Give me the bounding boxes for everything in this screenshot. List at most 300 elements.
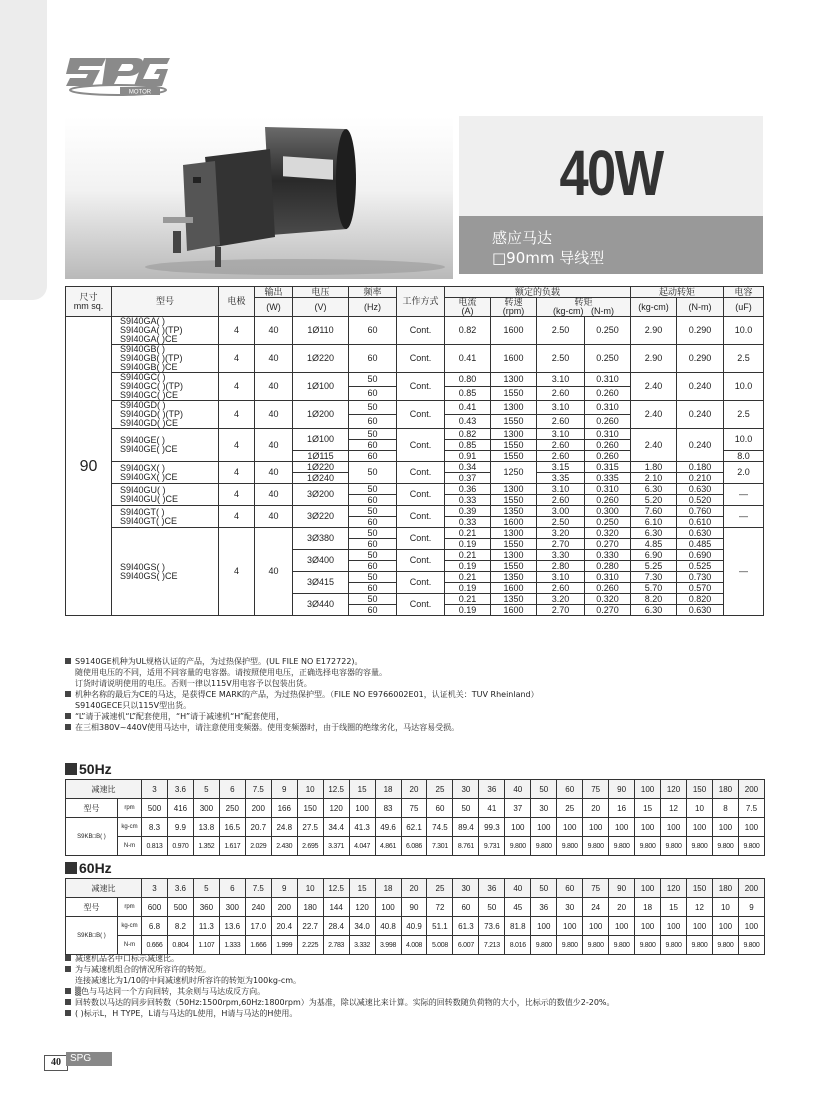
rpm-value: 100 (349, 799, 375, 818)
start-kgcm-value: 2.40 (631, 401, 677, 429)
rpm-value: 180 (297, 898, 323, 917)
start-nm-value: 0.730 (677, 572, 724, 583)
spec-row (66, 484, 764, 495)
kgcm-value: 100 (635, 818, 661, 837)
ratio50-table (65, 779, 765, 856)
nm-value: 9.800 (609, 837, 635, 856)
rpm-row (66, 898, 765, 917)
spec-row (66, 429, 764, 440)
current-value: 0.19 (445, 561, 491, 572)
note-line (65, 689, 765, 700)
col-model: 型号 (112, 287, 219, 317)
mode-value: Cont. (397, 594, 445, 616)
rpm-value: 36 (531, 898, 557, 917)
torque-kgcm-value: 2.60 (537, 583, 585, 594)
nm-value: 9.800 (583, 936, 609, 955)
rpm-value: 500 (167, 898, 193, 917)
ratio-value: 50 (531, 879, 557, 898)
kgcm-value: 62.1 (401, 818, 427, 837)
model-name: S9I40GT( ) (120, 506, 165, 517)
ratio-value: 36 (479, 780, 505, 799)
output-value: 40 (255, 345, 293, 373)
rpm-value: 50 (479, 898, 505, 917)
rpm-value: 166 (271, 799, 297, 818)
unit-cap: (uF) (724, 298, 764, 317)
nm-unit: N-m (118, 936, 142, 955)
cap-value: 2.0 (724, 462, 764, 484)
rpm-value: 500 (142, 799, 168, 818)
start-kgcm-value: 8.20 (631, 594, 677, 605)
col-freq: 频率 (349, 287, 397, 298)
kgcm-value: 100 (609, 917, 635, 936)
voltage-value: 1Ø110 (293, 317, 349, 345)
speed-value: 1600 (491, 517, 537, 528)
col-rated-load: 额定的负载 (445, 287, 631, 298)
nm-value: 9.800 (738, 936, 764, 955)
rpm-value: 9 (738, 898, 764, 917)
torque-nm-value: 0.315 (585, 462, 631, 473)
start-nm-value: 0.210 (677, 473, 724, 484)
mode-value: Cont. (397, 317, 445, 345)
col-mode: 工作方式 (397, 287, 445, 317)
kgcm-value: 100 (583, 917, 609, 936)
model-names (112, 345, 219, 373)
torque-kgcm-value: 3.10 (537, 572, 585, 583)
start-nm-value: 0.180 (677, 462, 724, 473)
col-voltage: 电压 (293, 287, 349, 298)
freq-value: 50 (349, 401, 397, 415)
kgcm-value: 13.8 (193, 818, 219, 837)
nm-value: 8.761 (453, 837, 479, 856)
speed-value: 1300 (491, 373, 537, 387)
motor-photo (65, 117, 453, 279)
ratio-value: 6 (219, 780, 245, 799)
side-tab (0, 0, 47, 300)
rpm-value: 30 (557, 898, 583, 917)
current-value: 0.41 (445, 345, 491, 373)
speed-value: 1350 (491, 594, 537, 605)
rpm-value: 83 (375, 799, 401, 818)
mode-value: Cont. (397, 550, 445, 572)
rpm-value: 240 (245, 898, 271, 917)
note-text: S9140GE机种为UL规格认证的产品，为过热保护型。(UL FILE NO E172722)。 (75, 657, 363, 666)
start-kgcm-value: 7.60 (631, 506, 677, 517)
start-nm-value: 0.570 (677, 583, 724, 594)
output-value: 40 (255, 484, 293, 506)
torque-nm-value: 0.310 (585, 373, 631, 387)
notes-gearhead (65, 953, 765, 1019)
nm-value: 2.029 (245, 837, 271, 856)
cap-value: 8.0 (724, 451, 764, 462)
start-nm-value: 0.630 (677, 528, 724, 539)
ratio-header-row (66, 780, 765, 799)
cap-value: — (724, 528, 764, 616)
poles-value: 4 (219, 528, 255, 616)
torque-nm-value: 0.250 (585, 345, 631, 373)
freq-value: 60 (349, 605, 397, 616)
torque-nm-value: 0.280 (585, 561, 631, 572)
nm-value: 1.333 (219, 936, 245, 955)
note-bullet-icon (65, 658, 71, 664)
ratio-value: 120 (661, 879, 687, 898)
nm-value: 4.008 (401, 936, 427, 955)
model-label: 型号 (66, 799, 118, 818)
voltage-value: 3Ø200 (293, 484, 349, 506)
kgcm-value: 40.8 (375, 917, 401, 936)
current-value: 0.39 (445, 506, 491, 517)
torque-kgcm-value: 3.20 (537, 594, 585, 605)
logo-s-shape (66, 58, 106, 86)
rpm-value: 72 (427, 898, 453, 917)
start-kgcm-value: 6.30 (631, 528, 677, 539)
nm-value: 7.301 (427, 837, 453, 856)
torque-nm-value: 0.250 (585, 317, 631, 345)
speed-value: 1300 (491, 401, 537, 415)
unit-voltage: (V) (293, 298, 349, 317)
ratio60-heading: 60Hz (65, 860, 112, 876)
torque-kgcm-value: 3.00 (537, 506, 585, 517)
rpm-value: 12 (661, 799, 687, 818)
kgcm-value: 100 (583, 818, 609, 837)
speed-value: 1550 (491, 415, 537, 429)
rpm-value: 416 (167, 799, 193, 818)
nm-row (66, 837, 765, 856)
ratio50-heading: 50Hz (65, 761, 112, 777)
voltage-value: 3Ø380 (293, 528, 349, 550)
freq-value: 50 (349, 506, 397, 517)
kgcm-value: 73.6 (479, 917, 505, 936)
start-nm-value: 0.690 (677, 550, 724, 561)
nm-value: 4.047 (349, 837, 375, 856)
mode-value: Cont. (397, 528, 445, 550)
poles-value: 4 (219, 506, 255, 528)
speed-value: 1600 (491, 605, 537, 616)
speed-value: 1350 (491, 572, 537, 583)
start-kgcm-value: 6.90 (631, 550, 677, 561)
page-footer (44, 1052, 112, 1071)
freq-value: 60 (349, 415, 397, 429)
kgcm-value: 34.0 (349, 917, 375, 936)
output-value: 40 (255, 462, 293, 484)
note-text: 在三相380V~440V使用马达中，请注意使用变频器。使用变频器时，由于线圈的绝缘劣化，马达容易受损。 (75, 723, 460, 732)
nm-value: 8.016 (505, 936, 531, 955)
ratio-value: 18 (375, 780, 401, 799)
spec-row (66, 506, 764, 517)
unit-output: (W) (255, 298, 293, 317)
start-kgcm-value: 5.70 (631, 583, 677, 594)
model-name: S9I40GU( ) (120, 484, 166, 495)
kgcm-value: 16.5 (219, 818, 245, 837)
start-nm-value: 0.290 (677, 317, 724, 345)
ratio-value: 100 (635, 879, 661, 898)
ratio-value: 150 (687, 780, 713, 799)
note-text: 减速机品名中口标示减速比。 (75, 954, 179, 963)
torque-kgcm-value: 3.30 (537, 550, 585, 561)
torque-kgcm-value: 2.60 (537, 451, 585, 462)
unit-freq: (Hz) (349, 298, 397, 317)
torque-nm-value: 0.260 (585, 387, 631, 401)
kgcm-value: 100 (661, 818, 687, 837)
note-line (65, 1008, 765, 1019)
freq-value: 60 (349, 561, 397, 572)
speed-value: 1550 (491, 495, 537, 506)
kgcm-value: 100 (609, 818, 635, 837)
model-name: S9I40GA( )CE (120, 334, 178, 344)
nm-value: 9.800 (635, 837, 661, 856)
current-value: 0.33 (445, 495, 491, 506)
note-line (65, 964, 765, 975)
ratio-value: 12.5 (323, 780, 349, 799)
logo-tag-text: MOTOR (128, 89, 152, 96)
cap-value: 10.0 (724, 317, 764, 345)
nm-row (66, 936, 765, 955)
model-name: S9I40GA( )(TP) (120, 325, 183, 335)
rpm-value: 120 (323, 799, 349, 818)
rpm-value: 120 (349, 898, 375, 917)
model-names (112, 317, 219, 345)
kgcm-value: 100 (557, 818, 583, 837)
cap-value: 10.0 (724, 373, 764, 401)
model-name: S9I40GS( )CE (120, 570, 178, 581)
freq-value: 50 (349, 528, 397, 539)
current-value: 0.82 (445, 317, 491, 345)
ratio-value: 6 (219, 879, 245, 898)
start-kgcm-value: 1.80 (631, 462, 677, 473)
poles-value: 4 (219, 317, 255, 345)
notes-motor (65, 656, 765, 733)
nm-value: 9.800 (505, 837, 531, 856)
nm-value: 2.225 (297, 936, 323, 955)
mode-value: Cont. (397, 506, 445, 528)
current-value: 0.85 (445, 440, 491, 451)
model-name: S9I40GB( )CE (120, 362, 178, 372)
rpm-value: 10 (712, 898, 738, 917)
spec-table-body (66, 317, 764, 616)
current-value: 0.21 (445, 528, 491, 539)
start-kgcm-value: 6.30 (631, 484, 677, 495)
col-speed: 转速 (rpm) (491, 298, 537, 317)
rpm-value: 24 (583, 898, 609, 917)
model-name: S9I40GE( ) (120, 435, 166, 445)
cap-value: 10.0 (724, 429, 764, 451)
nm-value: 9.800 (635, 936, 661, 955)
cap-value: — (724, 484, 764, 506)
torque-nm-value: 0.260 (585, 451, 631, 462)
kgcm-value: 28.4 (323, 917, 349, 936)
start-nm-value: 0.610 (677, 517, 724, 528)
col-start-torque: 起动转矩 (631, 287, 724, 298)
kgcm-value: 74.5 (427, 818, 453, 837)
note-line (65, 711, 765, 722)
rpm-value: 50 (453, 799, 479, 818)
mode-value: Cont. (397, 401, 445, 429)
rpm-value: 7.5 (738, 799, 764, 818)
motor-size-label: □90mm 导线型 (492, 249, 605, 267)
output-value: 40 (255, 429, 293, 462)
freq-value: 60 (349, 440, 397, 451)
mode-value: Cont. (397, 462, 445, 484)
rpm-value: 200 (245, 799, 271, 818)
torque-nm-value: 0.310 (585, 401, 631, 415)
speed-value: 1350 (491, 506, 537, 517)
model-name: S9I40GC( ) (120, 372, 166, 382)
voltage-value: 1Ø200 (293, 401, 349, 429)
nm-value: 7.213 (479, 936, 505, 955)
cap-value: — (724, 506, 764, 528)
note-line (65, 667, 765, 678)
kgcm-value: 100 (738, 818, 764, 837)
model-name: S9I40GD( )CE (120, 418, 179, 428)
freq-value: 60 (349, 387, 397, 401)
ratio-value: 30 (453, 780, 479, 799)
start-nm-value: 0.630 (677, 484, 724, 495)
nm-value: 9.800 (738, 837, 764, 856)
ratio-value: 12.5 (323, 879, 349, 898)
torque-kgcm-value: 3.10 (537, 484, 585, 495)
start-nm-value: 0.240 (677, 429, 724, 462)
ratio-value: 60 (557, 879, 583, 898)
kgcm-value: 51.1 (427, 917, 453, 936)
nm-value: 2.430 (271, 837, 297, 856)
ratio-value: 30 (453, 879, 479, 898)
nm-value: 9.800 (557, 936, 583, 955)
nm-value: 9.800 (712, 936, 738, 955)
cap-value: 2.5 (724, 401, 764, 429)
ratio-header-row (66, 879, 765, 898)
nm-value: 4.861 (375, 837, 401, 856)
unit-start-kgcm: (kg-cm) (631, 298, 677, 317)
ratio-label: 减速比 (66, 780, 142, 799)
voltage-value: 3Ø220 (293, 506, 349, 528)
ratio-value: 200 (738, 780, 764, 799)
speed-value: 1550 (491, 451, 537, 462)
nm-value: 9.800 (687, 936, 713, 955)
output-value: 40 (255, 506, 293, 528)
start-nm-value: 0.760 (677, 506, 724, 517)
note-text: 机种名称的最后为CE的马达，是获得CE MARK的产品，为过热保护型。（FILE NO E9766002E01，认证机关：TUV Rheinland） (75, 690, 539, 699)
kgcm-value: 100 (531, 917, 557, 936)
nm-value: 3.998 (375, 936, 401, 955)
kgcm-value: 89.4 (453, 818, 479, 837)
nm-value: 5.008 (427, 936, 453, 955)
ratio-value: 150 (687, 879, 713, 898)
kgcm-value: 100 (557, 917, 583, 936)
current-value: 0.19 (445, 605, 491, 616)
mode-value: Cont. (397, 429, 445, 462)
poles-value: 4 (219, 373, 255, 401)
size-value: 90 (66, 317, 112, 616)
speed-value: 1550 (491, 440, 537, 451)
rpm-value: 60 (427, 799, 453, 818)
rpm-value: 45 (505, 898, 531, 917)
kgcm-value: 100 (505, 818, 531, 837)
start-kgcm-value: 2.40 (631, 373, 677, 401)
nm-value: 9.800 (531, 837, 557, 856)
torque-kgcm-value: 3.20 (537, 528, 585, 539)
voltage-value: 1Ø100 (293, 373, 349, 401)
note-line (65, 986, 765, 997)
nm-value: 9.800 (712, 837, 738, 856)
rpm-value: 600 (142, 898, 168, 917)
ratio-value: 75 (583, 879, 609, 898)
start-kgcm-value: 6.30 (631, 605, 677, 616)
current-value: 0.80 (445, 373, 491, 387)
nm-value: 3.332 (349, 936, 375, 955)
start-kgcm-value: 2.90 (631, 317, 677, 345)
torque-nm-value: 0.250 (585, 517, 631, 528)
kgcm-value: 81.8 (505, 917, 531, 936)
current-value: 0.43 (445, 415, 491, 429)
torque-nm-value: 0.300 (585, 506, 631, 517)
torque-kgcm-value: 2.50 (537, 517, 585, 528)
note-line (65, 997, 765, 1008)
speed-value: 1600 (491, 345, 537, 373)
nm-value: 0.666 (142, 936, 168, 955)
note-bullet-icon (65, 988, 71, 994)
note-line (65, 975, 765, 986)
nm-value: 3.371 (323, 837, 349, 856)
spec-row (66, 373, 764, 387)
ratio-value: 3 (142, 780, 168, 799)
rpm-row (66, 799, 765, 818)
col-torque: 转矩 (kg-cm) (N-m) (537, 298, 631, 317)
ratio-value: 40 (505, 879, 531, 898)
rpm-value: 8 (712, 799, 738, 818)
note-text: 随使用电压的不同，适用不同容量的电容器。请按照使用电压，正确选择电容器的容量。 (75, 668, 387, 677)
current-value: 0.19 (445, 583, 491, 594)
power-title: 40W (559, 137, 663, 209)
start-kgcm-value: 5.20 (631, 495, 677, 506)
rpm-value: 150 (297, 799, 323, 818)
start-nm-value: 0.485 (677, 539, 724, 550)
speed-value: 1250 (491, 462, 537, 484)
ratio-value: 90 (609, 879, 635, 898)
nm-value: 0.813 (142, 837, 168, 856)
kgcm-value: 41.3 (349, 818, 375, 837)
nm-value: 2.783 (323, 936, 349, 955)
speed-value: 1550 (491, 387, 537, 401)
nm-value: 9.800 (557, 837, 583, 856)
page-number: 40 (44, 1055, 68, 1071)
start-kgcm-value: 5.25 (631, 561, 677, 572)
spg-logo (66, 52, 170, 104)
current-value: 0.34 (445, 462, 491, 473)
poles-value: 4 (219, 484, 255, 506)
start-nm-value: 0.290 (677, 345, 724, 373)
start-kgcm-value: 6.10 (631, 517, 677, 528)
speed-value: 1550 (491, 539, 537, 550)
model-name: S9I40GB( ) (120, 344, 166, 354)
rpm-value: 144 (323, 898, 349, 917)
rpm-value: 16 (609, 799, 635, 818)
note-line (65, 678, 765, 689)
freq-value: 60 (349, 539, 397, 550)
note-bullet-icon (65, 999, 71, 1005)
kgcm-value: 11.3 (193, 917, 219, 936)
ratio-value: 25 (427, 780, 453, 799)
mode-value: Cont. (397, 484, 445, 506)
torque-kgcm-value: 2.80 (537, 561, 585, 572)
start-nm-value: 0.240 (677, 401, 724, 429)
nm-value: 1.999 (271, 936, 297, 955)
spec-table (65, 286, 764, 616)
rpm-value: 90 (401, 898, 427, 917)
kgcm-value: 20.7 (245, 818, 271, 837)
nm-value: 9.800 (531, 936, 557, 955)
torque-kgcm-value: 3.10 (537, 401, 585, 415)
freq-value: 60 (349, 345, 397, 373)
model-name: S9I40GT( )CE (120, 515, 178, 526)
